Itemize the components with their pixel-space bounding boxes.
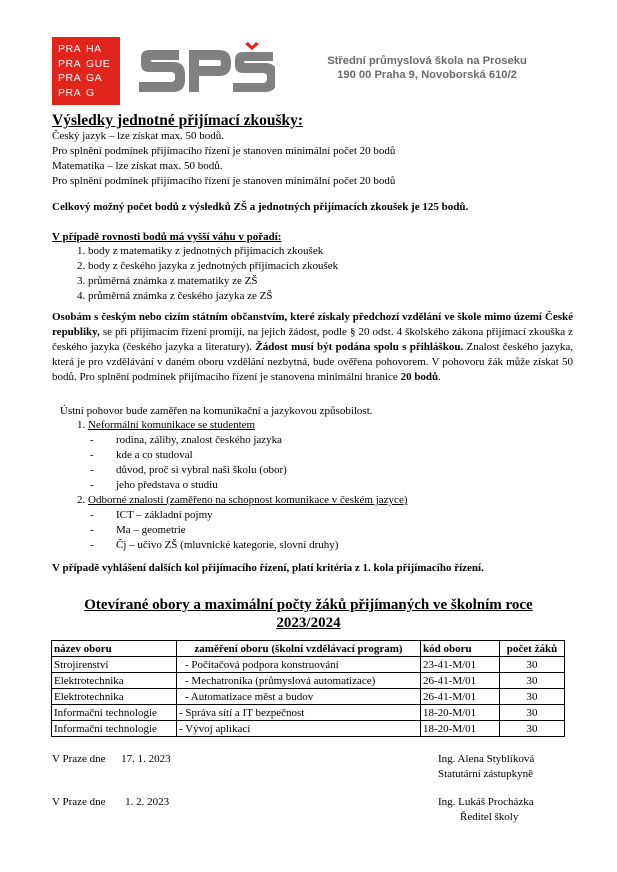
signature-block-1 (438, 752, 534, 782)
place-date-label: V Praze dne (52, 753, 106, 765)
list-item: - důvod, proč si vybral naši školu (obor) (90, 463, 588, 478)
logo-text: GA (86, 72, 103, 84)
table-header: zaměření oboru (školní vzdělávací program) (177, 641, 421, 657)
table-cell: 30 (500, 673, 565, 689)
table-row (52, 721, 565, 737)
foreign-text-bold: Žádost musí být podána spolu s přihláškou. (255, 341, 464, 353)
signatory-name: Ing. Lukáš Procházka (438, 796, 534, 808)
table-cell: - Správa sítí a IT bezpečnost (177, 705, 421, 721)
place-date-label: V Praze dne (52, 796, 106, 808)
table-cell: 30 (500, 689, 565, 705)
total-points: Celkový možný počet bodů z výsledků ZŠ a jednotných přijímacích zkoušek je 125 bodů. (52, 201, 469, 213)
list-item: - Čj – učivo ZŠ (mluvnické kategorie, slovní druhy) (90, 538, 588, 553)
further-rounds-note: V případě vyhlášení dalších kol přijímacího řízení, platí kritéria z 1. kola přijímacího řízení. (52, 562, 484, 574)
table-cell: - Automatizace měst a budov (177, 689, 421, 705)
tie-title: V případě rovnosti bodů má vyšší váhu v pořadí: (52, 231, 282, 243)
table-cell: 18-20-M/01 (421, 721, 500, 737)
logo-text: PRA (58, 57, 82, 70)
praha-logo (52, 37, 120, 105)
signature-date-2 (52, 795, 169, 810)
signatory-role: Statutární zástupkyně (438, 768, 534, 780)
table-cell: 30 (500, 705, 565, 721)
sps-logo (135, 40, 275, 100)
logo-text: PRA (58, 43, 82, 55)
topic-item (88, 493, 588, 553)
table-cell: - Počítačová podpora konstruování (177, 657, 421, 673)
signature-date-1 (52, 752, 171, 767)
signature-date: 17. 1. 2023 (121, 753, 171, 765)
signatory-name: Ing. Alena Styblíková (438, 753, 535, 765)
table-cell: 30 (500, 657, 565, 673)
table-cell: Elektrotechnika (52, 673, 177, 689)
results-line: Matematika – lze získat max. 50 bodů. (52, 160, 223, 172)
list-item: 1. body z matematiky z jednotných přijímacích zkoušek (88, 244, 338, 259)
table-header: název oboru (52, 641, 177, 657)
foreign-text-bold: Osobám s českým nebo cizím státním občanstvím, které získaly předchozí vzdělání ve škole mimo území České republiky, (52, 311, 573, 338)
logo-text: G (86, 86, 95, 99)
interview-intro: Ústní pohovor bude zaměřen na komunikační a jazykovou způsobilost. (60, 405, 373, 417)
signature-date: 1. 2. 2023 (125, 796, 170, 808)
school-name: Střední průmyslová škola na Proseku (327, 55, 527, 67)
results-line: Pro splnění podmínek přijímacího řízení je stanoven minimální počet 20 bodů (52, 175, 396, 187)
fields-title (40, 596, 577, 632)
logo-text: PRA (58, 86, 82, 99)
table-cell: - Mechatronika (průmyslová automatizace) (177, 673, 421, 689)
foreign-text-bold: 20 bodů (400, 371, 439, 383)
table-cell: 18-20-M/01 (421, 705, 500, 721)
table-row (52, 705, 565, 721)
school-header (300, 54, 554, 82)
table-row (52, 673, 565, 689)
list-item: - kde a co studoval (90, 448, 588, 463)
topic-item (88, 418, 588, 493)
list-item: - rodina, záliby, znalost českého jazyka (90, 433, 588, 448)
results-line: Pro splnění podmínek přijímacího řízení je stanoven minimální počet 20 bodů (52, 145, 396, 157)
table-cell: Elektrotechnika (52, 689, 177, 705)
list-item: - ICT – základní pojmy (90, 508, 588, 523)
list-item: 3. průměrná známka z matematiky ze ZŠ (88, 274, 338, 289)
table-header: kód oboru (421, 641, 500, 657)
topic-title: Odborné znalosti (zaměřeno na schopnost komunikace v českém jazyce) (88, 494, 408, 506)
table-cell: 30 (500, 721, 565, 737)
interview-topics (52, 418, 588, 553)
signature-block-2 (438, 795, 534, 825)
table-cell: 26-41-M/01 (421, 689, 500, 705)
list-item: 2. body z českého jazyka z jednotných přijímacích zkoušek (88, 259, 338, 274)
list-item: - jeho představa o studiu (90, 478, 588, 493)
list-item: 4. průměrná známka z českého jazyka ze ZŠ (88, 289, 338, 304)
foreign-text: Znalost českého jazyka, která je pro vzdělávání v daném oboru vzdělání nezbytná, bude ověřena pohovorem. V pohovoru žák může získat 50 bodů. Pro splnění podmínek přijímacího řízení je stanovena minimální hranice (52, 341, 573, 383)
results-line: Český jazyk – lze získat max. 50 bodů. (52, 130, 224, 142)
school-address: 190 00 Praha 9, Novoborská 610/2 (337, 69, 517, 81)
logo-text: GUE (86, 57, 111, 70)
table-header: počet žáků (500, 641, 565, 657)
signatory-role: Ředitel školy (460, 811, 519, 823)
foreign-students-paragraph (52, 310, 573, 385)
results-title: Výsledky jednotné přijímací zkoušky: (52, 112, 304, 129)
logo-text: HA (86, 43, 102, 55)
table-cell: Informační technologie (52, 705, 177, 721)
table-header-row (52, 641, 565, 657)
table-cell: 26-41-M/01 (421, 673, 500, 689)
fields-table (51, 640, 565, 737)
topic-sublist (88, 433, 588, 493)
table-cell: Informační technologie (52, 721, 177, 737)
results-lines (52, 129, 572, 189)
fields-title-line: Otevírané obory a maximální počty žáků přijímaných ve školním roce (84, 597, 533, 613)
praha-logo-text (58, 42, 110, 100)
table-cell: - Vývoj aplikací (177, 721, 421, 737)
table-cell: 23-41-M/01 (421, 657, 500, 673)
topic-title: Neformální komunikace se studentem (88, 419, 256, 431)
foreign-text: se při přijímacím řízení promíjí, na jejich žádost, podle § 20 odst. 4 školského zákona přijímací zkouška z českého jazyka (českého jazyka a literatury). (52, 326, 573, 353)
fields-title-year: 2023/2024 (276, 615, 341, 631)
foreign-text: . (438, 371, 441, 383)
topic-sublist (88, 508, 588, 553)
table-row (52, 689, 565, 705)
list-item: - Ma – geometrie (90, 523, 588, 538)
table-row (52, 657, 565, 673)
table-cell: Strojírenství (52, 657, 177, 673)
tie-list (52, 244, 338, 304)
logo-text: PRA (58, 72, 82, 84)
